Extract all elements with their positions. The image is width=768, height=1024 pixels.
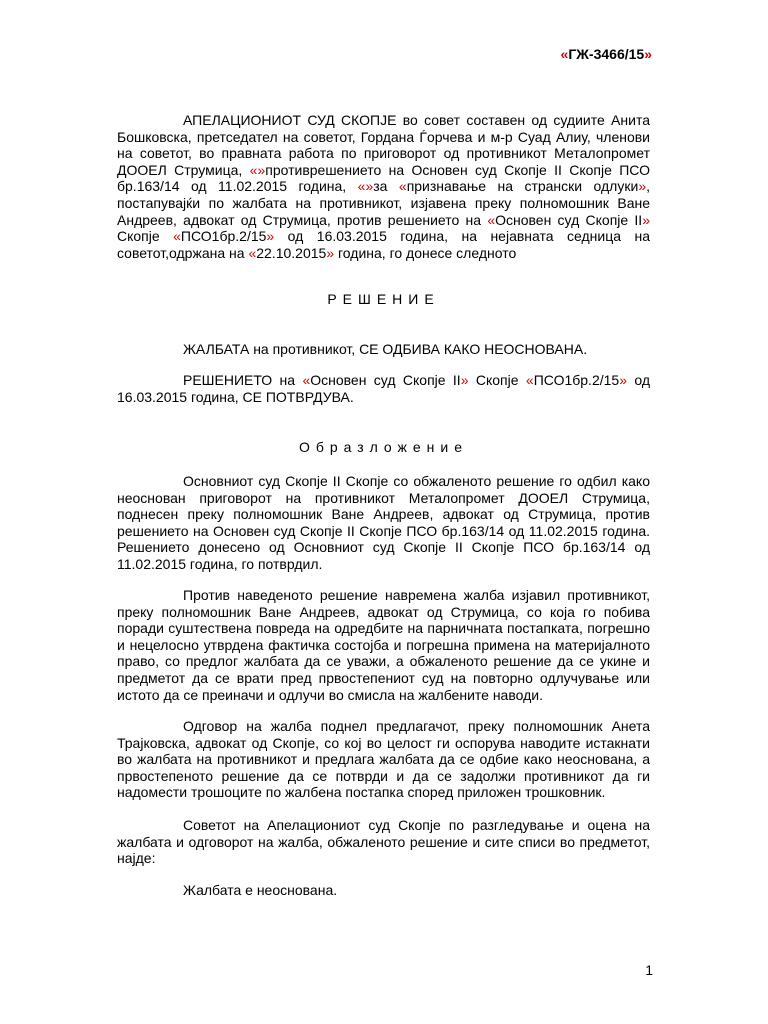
quote-open: « [487, 211, 496, 228]
quote-open: « [398, 178, 407, 195]
reasoning-text: Жалбата е неоснована. [183, 882, 338, 898]
decision-item-1 [117, 341, 650, 358]
intro-text: ПСО1бр.2/15 [180, 228, 267, 245]
reasoning-text: Одговор на жалба поднел предлагачот, преку полномошник Анета Трајковска, адвокат од Скопје, со кој во целост ги оспорува наводите истакнати во жалбата на противникот и предлага жалбата да се одбие како неоснована, а првостепеното решение да се потврди и да се задолжи противникот да ги надомести трошоците по жалбена постапка според приложен трошковник. [117, 718, 650, 801]
quote-open: « [560, 46, 569, 62]
quote-close: » [365, 178, 374, 195]
reasoning-text: Советот на Апелациониот суд Скопје по разгледување и оцена на жалбата и одговорот на жалба, обжаленото решение и сите списи во предметот, најде: [117, 817, 650, 867]
quote-open: « [249, 161, 258, 178]
reasoning-paragraph-3 [117, 718, 650, 801]
reasoning-paragraph-1 [117, 473, 650, 573]
intro-text: 22.10.2015 [256, 244, 327, 261]
intro-text: Скопје [117, 228, 174, 245]
decision-text: Основен суд Скопје II [310, 372, 461, 388]
quote-open: « [248, 244, 257, 261]
case-number [561, 46, 652, 63]
intro-text: од 16.03.2015 година, на нејавната седница на советот,одржана на [117, 228, 650, 261]
quote-close: » [644, 46, 652, 62]
quote-close: » [642, 211, 650, 228]
reasoning-paragraph-5 [117, 882, 650, 899]
decision-text: РЕШЕНИЕТО на [183, 372, 303, 388]
reasoning-paragraph-2 [117, 587, 650, 703]
quote-open: « [357, 178, 366, 195]
intro-paragraph [117, 112, 650, 261]
quote-close: » [257, 161, 266, 178]
quote-open: « [173, 228, 181, 245]
quote-open: « [525, 372, 534, 388]
reasoning-text: Против наведеното решение навремена жалба изјавил противникот, преку полномошник Ване Андреев, адвокат од Струмица, со која го побива поради суштествена повреда на одредбите на парничната постапката, погрешно и нецелосно утврдена фактичка состојба и погрешна примена на материјалното право, со предлог жалбата да се уважи, а обжаленото решение да се укине и предметот да се врати пред првостепениот суд на повторно одлучување или истото да се преиначи и одлучи во смисла на жалбените наводи. [117, 587, 650, 703]
intro-text: за [373, 178, 399, 195]
reasoning-heading: Образложение [298, 439, 469, 455]
quote-open: « [302, 372, 311, 388]
quote-close: » [460, 372, 469, 388]
intro-text: , постапувајќи по жалбата на противникот, изјавена преку полномошник Ване Андреев, адвокат од Струмица, против решението на [117, 178, 650, 228]
quote-close: » [619, 372, 627, 388]
reasoning-paragraph-4 [117, 817, 650, 867]
reasoning-text: Основниот суд Скопје II Скопје со обжаленото решение го одбил како неоснован приговорот на противникот Металопромет ДООЕЛ Струмица, поднесен преку полномошник Ване Андреев, адвокат од Струмица, против решението на Основен суд Скопје II Скопје ПСО бр.163/14 од 11.02.2015 година. Решението донесено од Основниот суд Скопје II Скопје ПСО бр.163/14 од 11.02.2015 година, го потврдил. [117, 473, 650, 572]
intro-text: АПЕЛАЦИОНИОТ СУД СКОПЈЕ во совет составен од судиите Анита Бошковска, претседател на советот, Гордана Ѓорчева и м-р Суад Алиу, членови на советот, во правната работа по приговорот од противникот Металопромет ДООЕЛ Струмица, [117, 112, 650, 178]
intro-text: признавање на странски одлуки [406, 178, 639, 195]
decision-item-2 [117, 372, 650, 405]
page-number: 1 [645, 962, 653, 978]
intro-text: противрешението на Основен суд Скопје II Скопје ПСО бр.163/14 од 11.02.2015 година, [117, 161, 650, 195]
intro-text: Основен суд Скопје II [495, 211, 643, 228]
case-number-text: ГЖ-3466/15 [568, 46, 645, 62]
quote-close: » [266, 228, 275, 245]
quote-close: » [326, 244, 335, 261]
decision-heading: РЕШЕНИЕ [327, 291, 440, 307]
quote-close: » [638, 178, 647, 195]
decision-text: ПСО1бр.2/15 [533, 372, 620, 388]
decision-text: ЖАЛБАТА на противникот, СЕ ОДБИВА КАКО НЕОСНОВАНА. [183, 341, 588, 357]
intro-text: година, го донесе следното [334, 244, 517, 261]
decision-text: Скопје [468, 372, 526, 388]
decision-text: од 16.03.2015 година, СЕ ПОТВРДУВА. [117, 372, 651, 405]
